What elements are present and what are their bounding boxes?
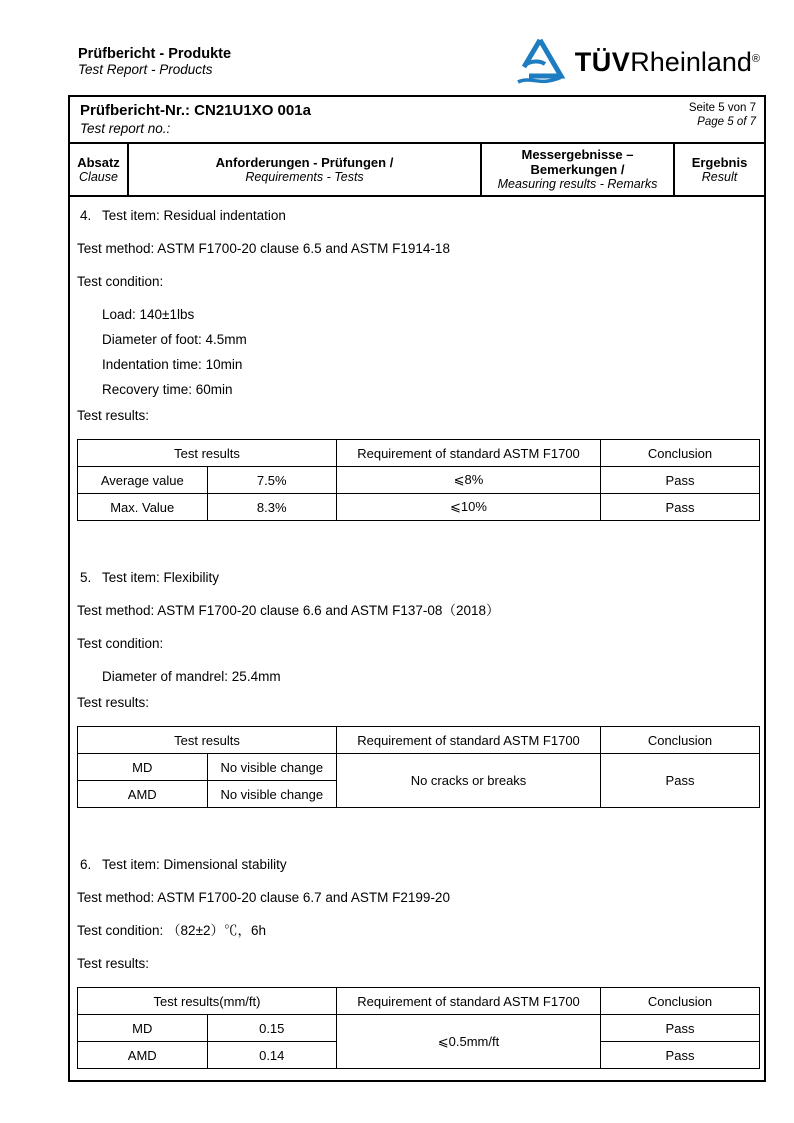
section-heading bbox=[77, 206, 758, 225]
condition-mandrel-diameter: Diameter of mandrel: 25.4mm bbox=[102, 669, 281, 684]
page-header bbox=[78, 46, 766, 77]
test-method-line: Test method: ASTM F1700-20 clause 6.7 and ASTM F2199-20 bbox=[77, 890, 450, 905]
page-indicator bbox=[689, 101, 756, 137]
col-header-clause bbox=[70, 144, 129, 195]
row-conclusion: Pass bbox=[601, 1042, 760, 1069]
table-header-row bbox=[78, 440, 760, 467]
section-4-residual-indentation bbox=[77, 206, 758, 521]
header-requirement: Requirement of standard ASTM F1700 bbox=[337, 440, 601, 467]
section-5-flexibility bbox=[77, 568, 758, 808]
section-number: 4. bbox=[80, 208, 92, 223]
report-number-en: Test report no.: bbox=[80, 121, 171, 136]
row-label: MD bbox=[78, 1015, 208, 1042]
row-value: 7.5% bbox=[207, 467, 337, 494]
requirements-label-en: Requirements - Tests bbox=[245, 169, 364, 184]
table-row bbox=[78, 494, 760, 521]
measuring-label-en: Measuring results - Remarks bbox=[497, 177, 658, 191]
row-value: 0.15 bbox=[207, 1015, 337, 1042]
row-value: No visible change bbox=[207, 781, 337, 808]
row-conclusion: Pass bbox=[601, 467, 760, 494]
condition-load: Load: 140±1lbs bbox=[102, 307, 195, 322]
test-results-label: Test results: bbox=[77, 956, 150, 971]
row-label: AMD bbox=[78, 1042, 208, 1069]
row-label: AMD bbox=[78, 781, 208, 808]
doc-title-de: Prüfbericht - Produkte bbox=[78, 46, 232, 62]
result-label-de: Ergebnis bbox=[691, 154, 748, 170]
section-heading bbox=[77, 855, 758, 874]
section-title: Test item: Dimensional stability bbox=[102, 857, 287, 872]
header-test-results: Test results(mm/ft) bbox=[78, 988, 337, 1015]
header-test-results: Test results bbox=[78, 727, 337, 754]
col-header-requirements bbox=[129, 144, 482, 195]
condition-foot-diameter: Diameter of foot: 4.5mm bbox=[102, 332, 247, 347]
row-conclusion: Pass bbox=[601, 754, 760, 808]
table-header-row bbox=[78, 727, 760, 754]
row-label: MD bbox=[78, 754, 208, 781]
test-method-line: Test method: ASTM F1700-20 clause 6.5 and ASTM F1914-18 bbox=[77, 241, 450, 256]
table-row bbox=[78, 467, 760, 494]
clause-label-de: Absatz bbox=[77, 154, 120, 170]
doc-title-en: Test Report - Products bbox=[78, 62, 213, 77]
logo-wordmark bbox=[575, 46, 760, 76]
test-results-label: Test results: bbox=[77, 695, 150, 710]
table-row bbox=[78, 1015, 760, 1042]
row-requirement: ⩽10% bbox=[337, 494, 601, 521]
table-row bbox=[78, 754, 760, 781]
header-conclusion: Conclusion bbox=[601, 988, 760, 1015]
table-header-row bbox=[78, 988, 760, 1015]
section-6-dimensional-stability bbox=[77, 855, 758, 1069]
test-method-line: Test method: ASTM F1700-20 clause 6.6 and ASTM F137-08（2018） bbox=[77, 603, 500, 618]
test-condition-label: Test condition: bbox=[77, 636, 164, 651]
registered-mark-icon: ® bbox=[751, 53, 760, 65]
report-number-row bbox=[70, 97, 764, 144]
report-header-box bbox=[68, 95, 766, 197]
section-title: Test item: Residual indentation bbox=[102, 208, 286, 223]
row-value: 8.3% bbox=[207, 494, 337, 521]
row-value: 0.14 bbox=[207, 1042, 337, 1069]
test-condition-label: Test condition: bbox=[77, 274, 164, 289]
header-requirement: Requirement of standard ASTM F1700 bbox=[337, 727, 601, 754]
measuring-label-de2: Bemerkungen / bbox=[530, 162, 625, 177]
logo-rheinland-text: Rheinland bbox=[630, 47, 752, 77]
row-requirement: No cracks or breaks bbox=[337, 754, 601, 808]
report-number bbox=[80, 101, 311, 137]
measuring-label-de1: Messergebnisse – bbox=[521, 147, 634, 162]
results-table-residual-indentation bbox=[77, 439, 760, 521]
row-requirement: ⩽8% bbox=[337, 467, 601, 494]
page-indicator-en: Page 5 of 7 bbox=[697, 116, 756, 128]
row-conclusion: Pass bbox=[601, 494, 760, 521]
test-results-label: Test results: bbox=[77, 408, 150, 423]
row-requirement: ⩽0.5mm/ft bbox=[337, 1015, 601, 1069]
tuv-rheinland-logo bbox=[514, 36, 760, 86]
row-conclusion: Pass bbox=[601, 1015, 760, 1042]
condition-indentation-time: Indentation time: 10min bbox=[102, 357, 243, 372]
results-table-dimensional-stability bbox=[77, 987, 760, 1069]
clause-label-en: Clause bbox=[79, 169, 118, 184]
section-title: Test item: Flexibility bbox=[102, 570, 220, 585]
col-header-measuring-results bbox=[482, 144, 675, 195]
result-label-en: Result bbox=[701, 169, 738, 184]
section-number: 5. bbox=[80, 570, 92, 585]
test-condition-line: Test condition: （82±2）℃，6h bbox=[77, 923, 266, 938]
report-number-de: Prüfbericht-Nr.: CN21U1XO 001a bbox=[80, 102, 311, 119]
row-value: No visible change bbox=[207, 754, 337, 781]
condition-recovery-time: Recovery time: 60min bbox=[102, 382, 233, 397]
section-number: 6. bbox=[80, 857, 92, 872]
logo-tuv-text: TÜV bbox=[574, 47, 631, 77]
tuv-triangle-wave-icon bbox=[514, 36, 566, 86]
header-test-results: Test results bbox=[78, 440, 337, 467]
requirements-label-de: Anforderungen - Prüfungen / bbox=[215, 154, 394, 170]
page-indicator-de: Seite 5 von 7 bbox=[688, 102, 756, 114]
header-requirement: Requirement of standard ASTM F1700 bbox=[337, 988, 601, 1015]
row-label: Average value bbox=[78, 467, 208, 494]
results-table-flexibility bbox=[77, 726, 760, 808]
col-header-result bbox=[675, 144, 764, 195]
row-label: Max. Value bbox=[78, 494, 208, 521]
section-heading bbox=[77, 568, 758, 587]
column-header-row bbox=[70, 144, 764, 195]
header-conclusion: Conclusion bbox=[601, 727, 760, 754]
report-content-box bbox=[68, 195, 766, 1082]
header-conclusion: Conclusion bbox=[601, 440, 760, 467]
